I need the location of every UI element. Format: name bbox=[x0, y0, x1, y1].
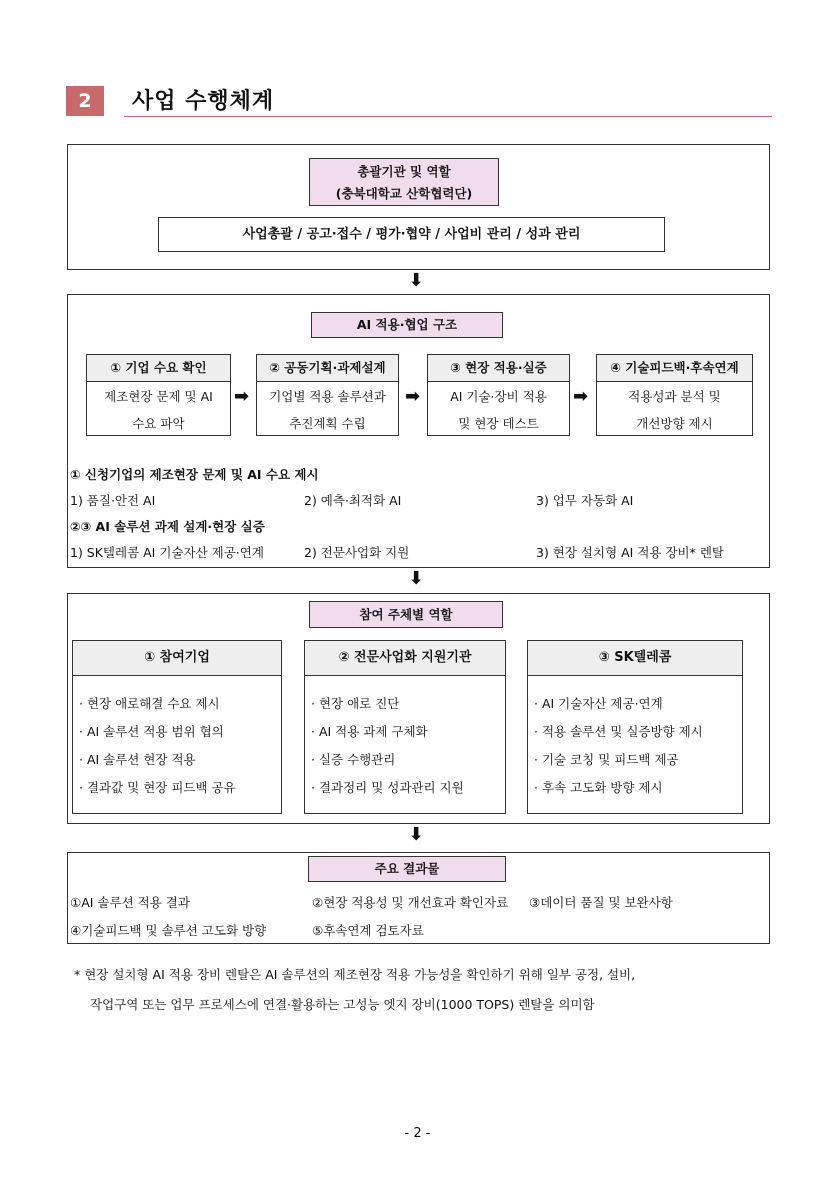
results-frame bbox=[67, 852, 770, 944]
role-3-head: ③ SK텔레콤 bbox=[528, 641, 742, 676]
role-2-head: ② 전문사업화 지원기관 bbox=[305, 641, 505, 676]
list-item: · AI 기술자산 제공·연계 bbox=[534, 696, 663, 711]
role-column-3 bbox=[527, 640, 743, 814]
block1-item-1: 1) 품질·안전 AI bbox=[70, 493, 156, 508]
result-item-1: ①AI 솔루션 적용 결과 bbox=[70, 895, 190, 910]
list-item: · 현장 애로 진단 bbox=[311, 696, 400, 711]
step-box-1 bbox=[86, 354, 231, 436]
list-item: · 기술 코칭 및 피드백 제공 bbox=[534, 752, 679, 767]
step-2-line1: 기업별 적용 솔루션과 bbox=[269, 389, 386, 404]
block1-title: ① 신청기업의 제조현장 문제 및 AI 수요 제시 bbox=[70, 467, 319, 482]
block2-item-2: 2) 전문사업화 지원 bbox=[304, 545, 410, 560]
org-title-box bbox=[309, 158, 499, 206]
roles-title: 참여 주체별 역할 bbox=[309, 601, 503, 628]
org-title-line1: 총괄기관 및 역할 bbox=[357, 164, 451, 179]
list-item: · 결과값 및 현장 피드백 공유 bbox=[79, 780, 236, 795]
block2-item-1: 1) SK텔레콤 AI 기술자산 제공·연계 bbox=[70, 545, 264, 560]
page-number: - 2 - bbox=[404, 1126, 431, 1141]
role-1-head: ① 참여기업 bbox=[73, 641, 281, 676]
down-arrow-icon: ⬇ bbox=[408, 568, 424, 589]
section-underline bbox=[124, 116, 772, 117]
result-item-4: ④기술피드백 및 솔루션 고도화 방향 bbox=[70, 923, 267, 938]
list-item: · 적용 솔루션 및 실증방향 제시 bbox=[534, 724, 703, 739]
step-box-2 bbox=[256, 354, 399, 436]
step-box-3 bbox=[427, 354, 570, 436]
right-arrow-icon: ➡ bbox=[573, 386, 589, 407]
list-item: · AI 솔루션 현장 적용 bbox=[79, 752, 196, 767]
roles-frame bbox=[67, 593, 770, 824]
step-3-line1: AI 기술·장비 적용 bbox=[450, 389, 547, 404]
down-arrow-icon: ⬇ bbox=[408, 270, 424, 291]
list-item: · AI 적용 과제 구체화 bbox=[311, 724, 428, 739]
list-item: · 결과정리 및 성과관리 지원 bbox=[311, 780, 464, 795]
org-title-line2: (충북대학교 산학협력단) bbox=[335, 186, 473, 201]
right-arrow-icon: ➡ bbox=[405, 386, 421, 407]
step-2-head: ② 공동기획·과제설계 bbox=[257, 355, 398, 382]
list-item: · AI 솔루션 적용 범위 협의 bbox=[79, 724, 224, 739]
step-box-4 bbox=[596, 354, 753, 436]
role-column-2 bbox=[304, 640, 506, 814]
right-arrow-icon: ➡ bbox=[234, 386, 250, 407]
step-1-line2: 수요 파악 bbox=[132, 416, 185, 431]
role-column-1 bbox=[72, 640, 282, 814]
list-item: · 후속 고도화 방향 제시 bbox=[534, 780, 663, 795]
section-title: 사업 수행체계 bbox=[132, 89, 275, 114]
step-4-line2: 개선방향 제시 bbox=[636, 416, 713, 431]
footnote-line2: 작업구역 또는 업무 프로세스에 연결·활용하는 고성능 엣지 장비(1000 TOPS) 렌탈을 의미함 bbox=[90, 997, 595, 1012]
ai-structure-frame bbox=[67, 294, 770, 568]
step-3-line2: 및 현장 테스트 bbox=[458, 416, 539, 431]
ai-structure-title: AI 적용·협업 구조 bbox=[311, 312, 503, 338]
result-item-3: ③데이터 품질 및 보완사항 bbox=[529, 895, 673, 910]
step-2-line2: 추진계획 수립 bbox=[289, 416, 366, 431]
block1-item-3: 3) 업무 자동화 AI bbox=[536, 493, 634, 508]
role-1-list bbox=[73, 676, 281, 802]
result-item-5: ⑤후속연계 검토자료 bbox=[312, 923, 424, 938]
role-3-list bbox=[528, 676, 742, 802]
block2-item-3: 3) 현장 설치형 AI 적용 장비* 렌탈 bbox=[536, 545, 724, 560]
footnote-line1: * 현장 설치형 AI 적용 장비 렌탈은 AI 솔루션의 제조현장 적용 가능성을 확인하기 위해 일부 공정, 설비, bbox=[74, 967, 636, 982]
step-4-head: ④ 기술피드백·후속연계 bbox=[597, 355, 752, 382]
down-arrow-icon: ⬇ bbox=[408, 824, 424, 845]
block1-item-2: 2) 예측·최적화 AI bbox=[304, 493, 402, 508]
step-1-line1: 제조현장 문제 및 AI bbox=[104, 389, 213, 404]
block2-title: ②③ AI 솔루션 과제 설계·현장 실증 bbox=[70, 519, 265, 534]
role-2-list bbox=[305, 676, 505, 802]
step-4-line1: 적용성과 분석 및 bbox=[628, 389, 721, 404]
step-3-head: ③ 현장 적용·실증 bbox=[428, 355, 569, 382]
footnote bbox=[74, 960, 784, 1020]
result-item-2: ②현장 적용성 및 개선효과 확인자료 bbox=[312, 895, 509, 910]
list-item: · 현장 애로해결 수요 제시 bbox=[79, 696, 220, 711]
step-1-head: ① 기업 수요 확인 bbox=[87, 355, 230, 382]
list-item: · 실증 수행관리 bbox=[311, 752, 396, 767]
section-number: 2 bbox=[66, 86, 104, 116]
org-frame bbox=[67, 144, 770, 270]
results-title: 주요 결과물 bbox=[308, 856, 506, 882]
org-duties-box: 사업총괄 / 공고·접수 / 평가·협약 / 사업비 관리 / 성과 관리 bbox=[158, 217, 665, 252]
